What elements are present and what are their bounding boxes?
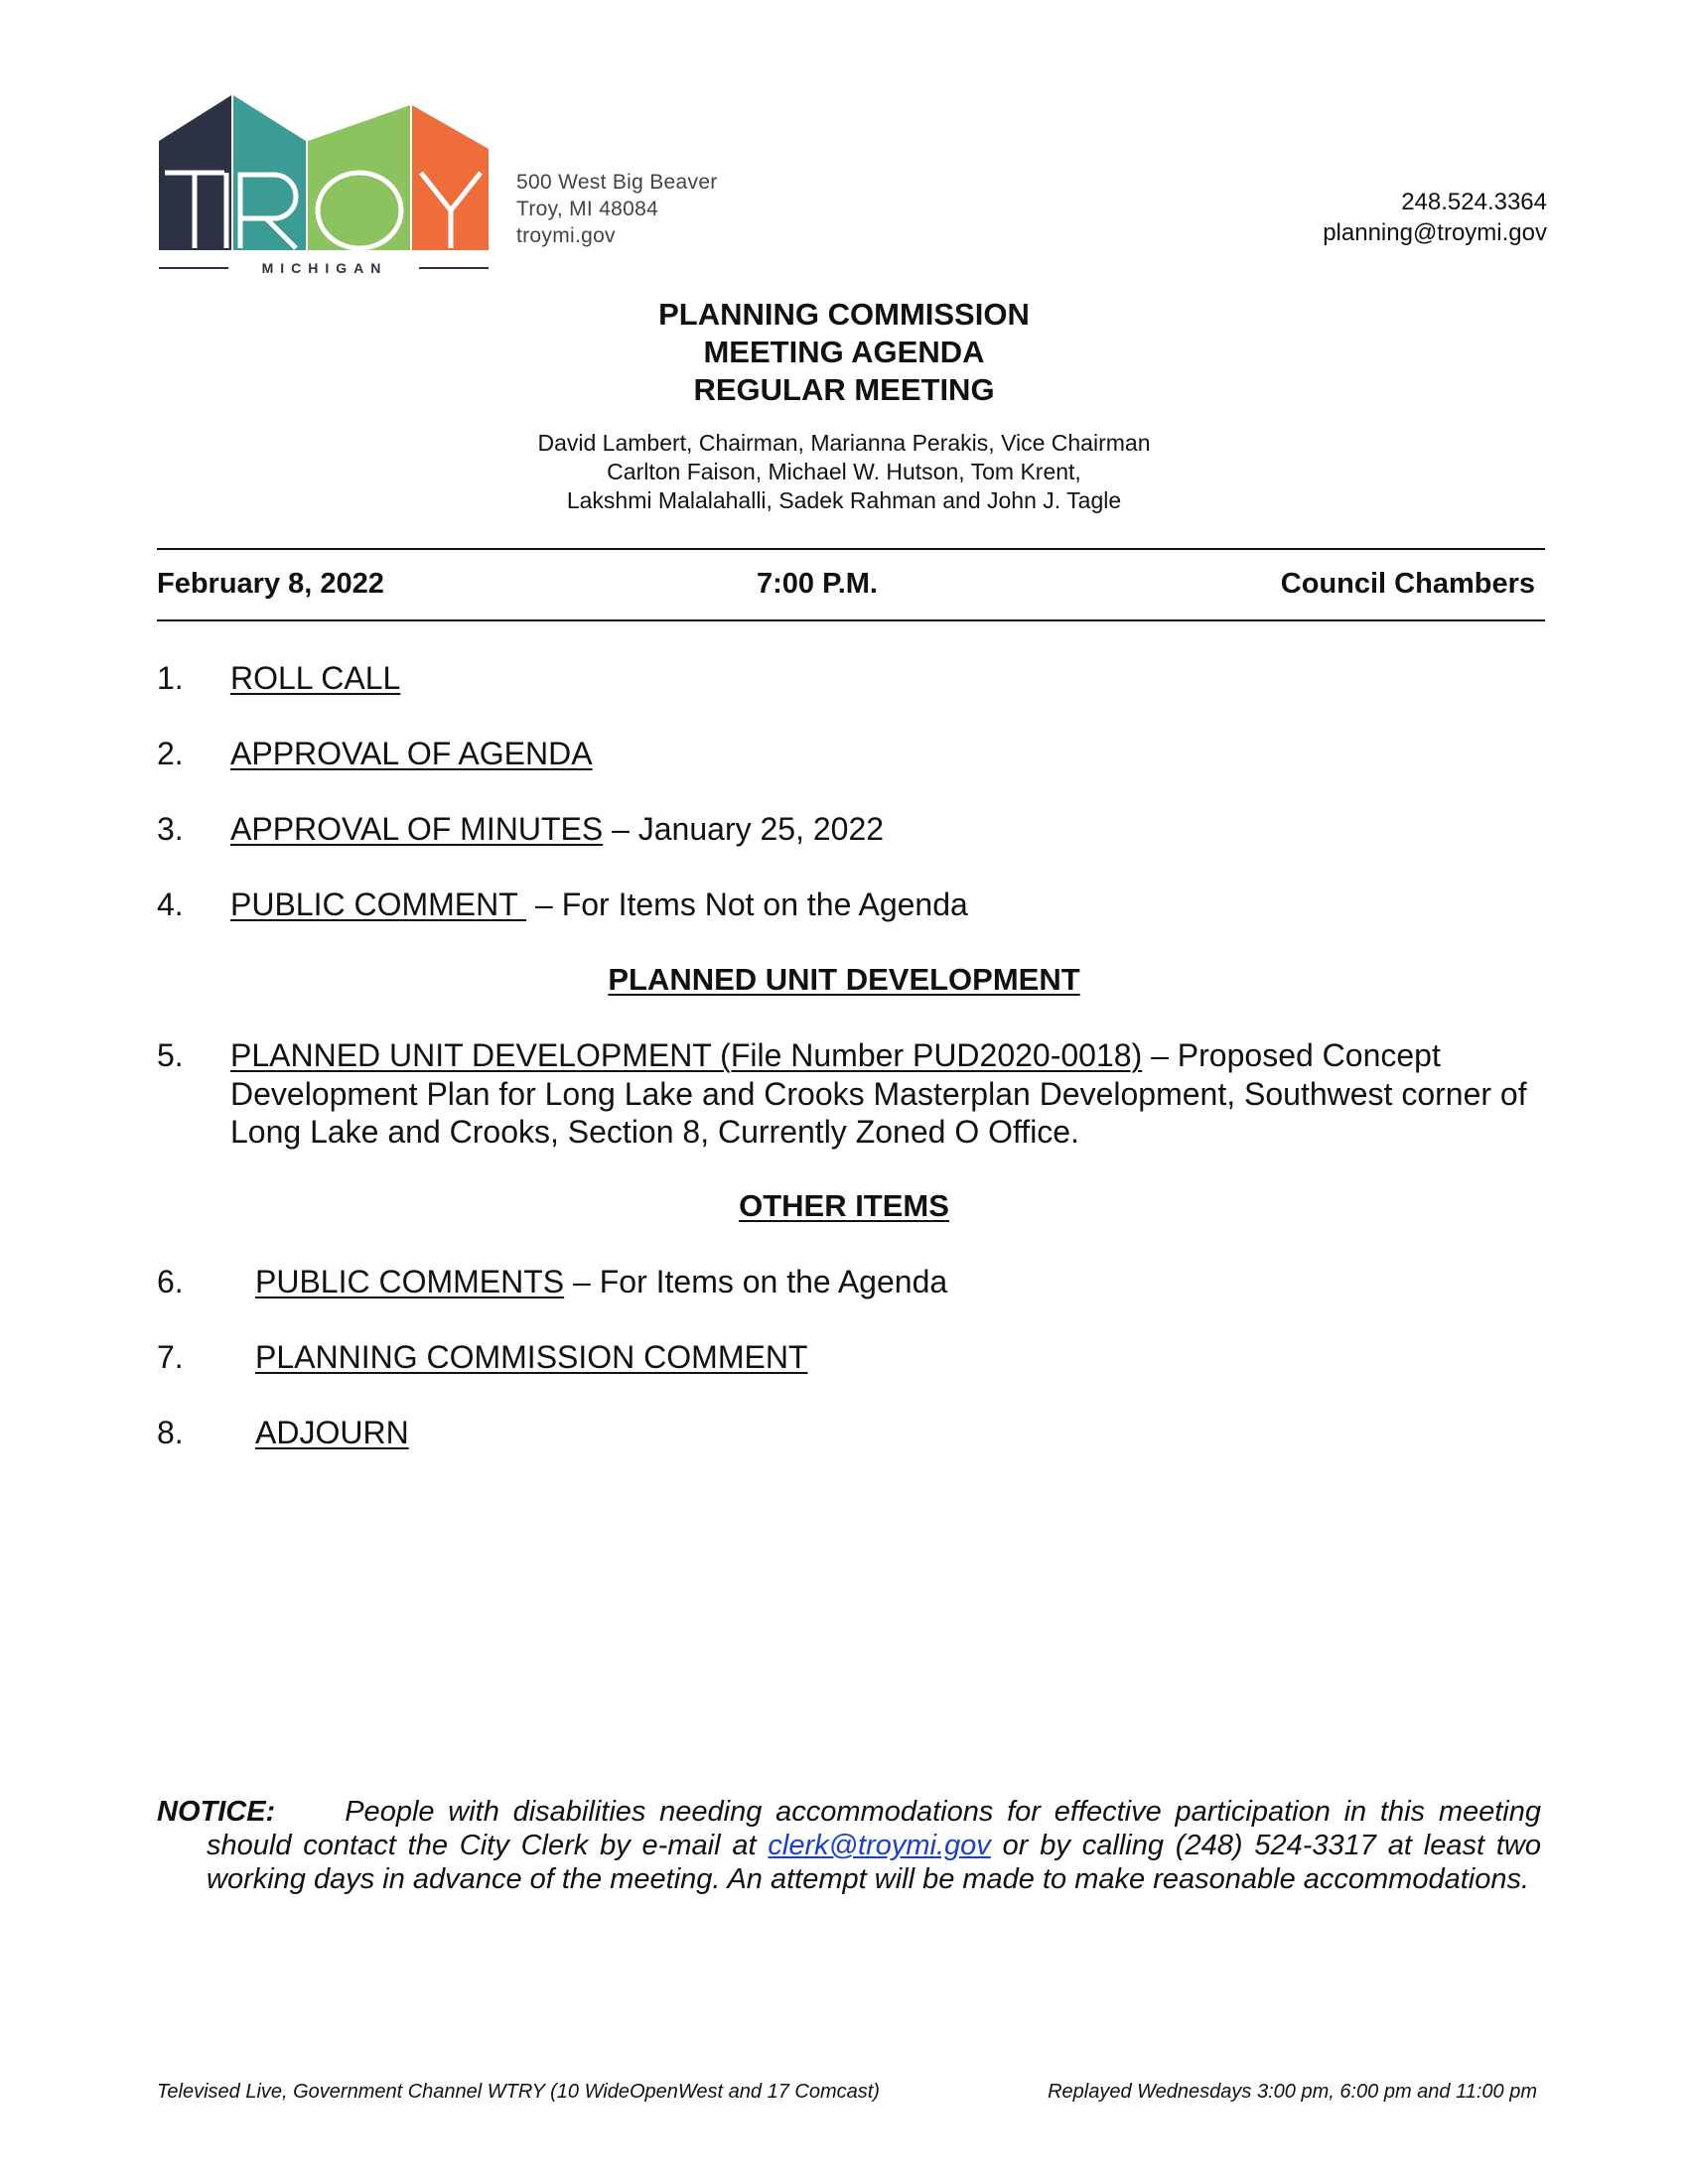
title-line-2: MEETING AGENDA (703, 335, 985, 369)
item-number: 2. (157, 736, 184, 771)
item-number: 4. (157, 887, 184, 922)
title-line-1: PLANNING COMMISSION (658, 297, 1030, 332)
section-heading-pud (0, 961, 1688, 999)
logo-subtitle: MICHIGAN (261, 260, 388, 276)
item-detail: – January 25, 2022 (603, 811, 885, 847)
item-number: 7. (157, 1339, 184, 1375)
meeting-time: 7:00 P.M. (757, 568, 878, 600)
item-title: PUBLIC COMMENTS (255, 1264, 565, 1299)
item-number: 5. (157, 1037, 184, 1073)
address-street: 500 West Big Beaver (516, 171, 718, 194)
item-title: PUBLIC COMMENT (230, 887, 527, 922)
item-number: 3. (157, 811, 184, 847)
item-title: PLANNING COMMISSION COMMENT (255, 1339, 808, 1375)
document-title (0, 296, 1688, 409)
members-line-1: David Lambert, Chairman, Marianna Perakis, Vice Chairman (537, 430, 1151, 456)
address-block (516, 169, 718, 249)
section-heading-other (0, 1187, 1688, 1225)
members-line-2: Carlton Faison, Michael W. Hutson, Tom Krent, (607, 459, 1081, 484)
section-heading-text: OTHER ITEMS (739, 1188, 949, 1223)
top-divider (157, 548, 1545, 550)
footer-replayed: Replayed Wednesdays 3:00 pm, 6:00 pm and 11:00 pm (1048, 2081, 1537, 2103)
troy-michigan-logo (157, 93, 492, 278)
item-detail: – For Items Not on the Agenda (526, 887, 968, 922)
item-title: PLANNED UNIT DEVELOPMENT (File Number PUD2020-0018) (230, 1037, 1143, 1073)
item-title: ROLL CALL (230, 660, 401, 696)
item-detail: – For Items on the Agenda (564, 1264, 948, 1299)
agenda-item-5 (230, 1036, 1541, 1152)
commission-members (0, 429, 1688, 515)
item-title: APPROVAL OF AGENDA (230, 736, 593, 771)
item-title: APPROVAL OF MINUTES (230, 811, 604, 847)
bottom-divider (157, 619, 1545, 621)
address-city: Troy, MI 48084 (516, 198, 659, 220)
contact-email[interactable]: planning@troymi.gov (1323, 219, 1547, 246)
notice-label: NOTICE: (157, 1796, 276, 1828)
members-line-3: Lakshmi Malalahalli, Sadek Rahman and John J. Tagle (566, 487, 1122, 513)
accessibility-notice (157, 1795, 1541, 1896)
footer-televised: Televised Live, Government Channel WTRY (10 WideOpenWest and 17 Comcast) (157, 2081, 880, 2103)
notice-text-after: or by calling (248) 524-3317 at least two working days in advance of the meeting. An attempt will be made to make reasonable accommodations. (207, 1830, 1541, 1895)
meeting-date: February 8, 2022 (157, 568, 384, 600)
contact-block (1323, 187, 1547, 248)
meeting-location: Council Chambers (1280, 568, 1535, 600)
item-number: 8. (157, 1415, 184, 1450)
title-line-3: REGULAR MEETING (693, 372, 995, 407)
item-title: ADJOURN (255, 1415, 409, 1450)
item-detail: – Proposed Concept Development Plan for Long Lake and Crooks Masterplan Development, Southwest corner of Long Lake and Crooks, Section 8, Currently Zoned O Office. (230, 1037, 1527, 1150)
notice-text-before: People with disabilities needing accommodations for effective participation in this meeting should contact the City Clerk by e-mail at (207, 1796, 1541, 1861)
item-number: 6. (157, 1264, 184, 1299)
clerk-email-link[interactable]: clerk@troymi.gov (768, 1830, 991, 1861)
item-number: 1. (157, 660, 184, 696)
address-website[interactable]: troymi.gov (516, 224, 616, 247)
section-heading-text: PLANNED UNIT DEVELOPMENT (608, 962, 1080, 997)
contact-phone: 248.524.3364 (1401, 189, 1547, 215)
